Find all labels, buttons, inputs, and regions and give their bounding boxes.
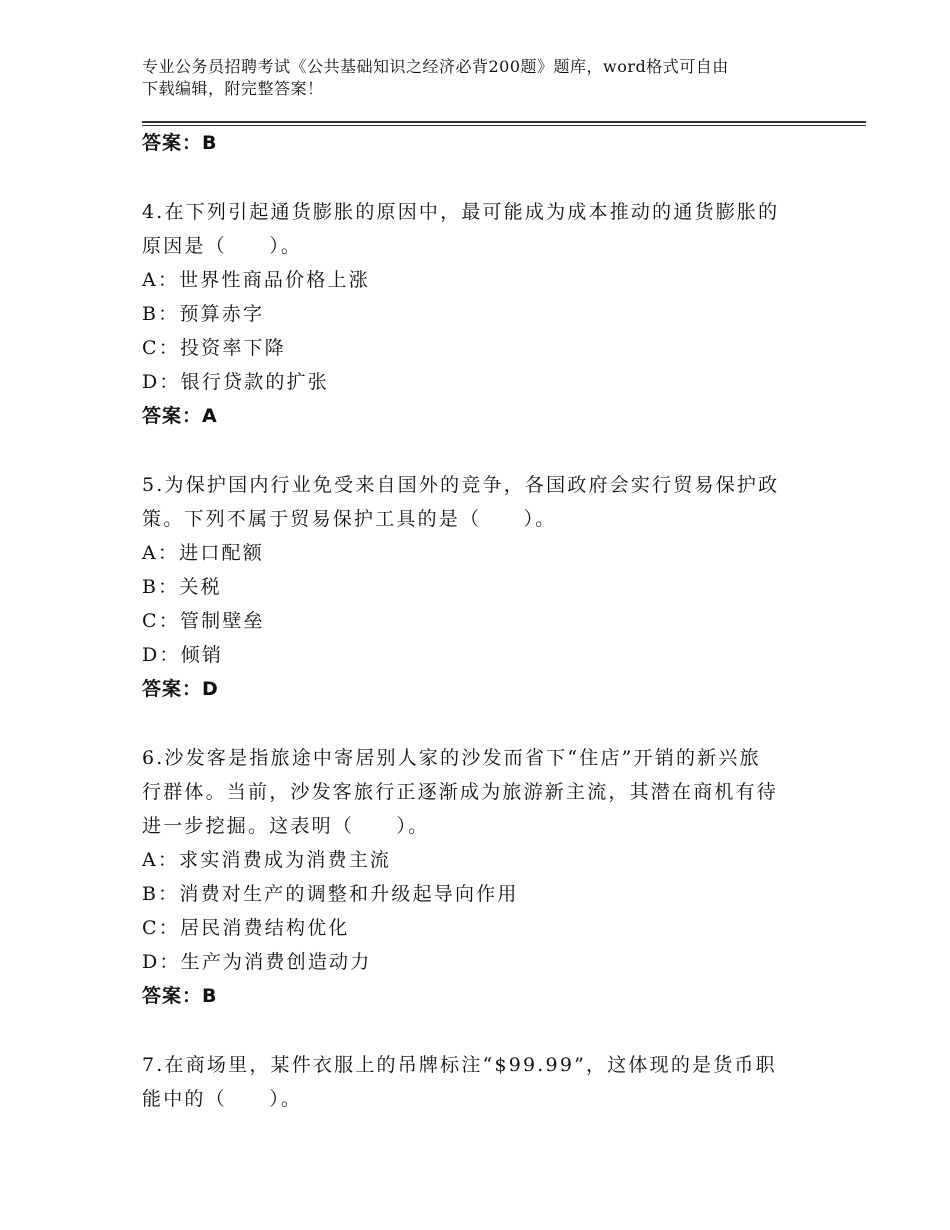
question-6-option-b: B：消费对生产的调整和升级起导向作用 bbox=[142, 883, 519, 905]
question-5-option-a: A：进口配额 bbox=[142, 542, 264, 564]
question-4-option-a: A：世界性商品价格上涨 bbox=[142, 269, 370, 291]
question-6-option-d: D：生产为消费创造动力 bbox=[142, 951, 372, 973]
header-rule-thick bbox=[142, 121, 866, 123]
question-5-answer: 答案：D bbox=[142, 678, 219, 700]
question-5-stem-line-1: 5.为保护国内行业免受来自国外的竞争，各国政府会实行贸易保护政 bbox=[142, 474, 780, 496]
question-7-stem-line-2: 能中的（ ）。 bbox=[142, 1088, 303, 1110]
question-4-option-c: C：投资率下降 bbox=[142, 337, 286, 359]
question-6-stem-line-1: 6.沙发客是指旅途中寄居别人家的沙发而省下“住店”开销的新兴旅 bbox=[142, 747, 761, 769]
question-6-answer: 答案：B bbox=[142, 985, 218, 1007]
question-4-stem-line-1: 4.在下列引起通货膨胀的原因中，最可能成为成本推动的通货膨胀的 bbox=[142, 201, 780, 223]
question-6-stem-line-2: 行群体。当前，沙发客旅行正逐渐成为旅游新主流，其潜在商机有待 bbox=[142, 781, 779, 803]
header-line-2: 下载编辑，附完整答案！ bbox=[142, 79, 324, 98]
question-6-option-a: A：求实消费成为消费主流 bbox=[142, 849, 392, 871]
question-4-option-b: B：预算赤字 bbox=[142, 303, 265, 325]
question-5-option-d: D：倾销 bbox=[142, 644, 224, 666]
question-4-option-d: D：银行贷款的扩张 bbox=[142, 371, 330, 393]
header-line-1: 专业公务员招聘考试《公共基础知识之经济必背200题》题库，word格式可自由 bbox=[142, 57, 729, 76]
question-6-option-c: C：居民消费结构优化 bbox=[142, 917, 350, 939]
question-7-stem-line-1: 7.在商场里，某件衣服上的吊牌标注“$99.99”，这体现的是货币职 bbox=[142, 1054, 777, 1076]
question-5-option-b: B：关税 bbox=[142, 576, 222, 598]
page-header bbox=[142, 56, 822, 100]
question-6-stem-line-3: 进一步挖掘。这表明（ ）。 bbox=[142, 815, 430, 837]
question-4-stem-line-2: 原因是（ ）。 bbox=[142, 235, 303, 257]
answer-3: 答案：B bbox=[142, 132, 218, 154]
question-5-option-c: C：管制壁垒 bbox=[142, 610, 265, 632]
question-5-stem-line-2: 策。下列不属于贸易保护工具的是（ ）。 bbox=[142, 508, 557, 530]
question-4-answer: 答案：A bbox=[142, 405, 218, 427]
